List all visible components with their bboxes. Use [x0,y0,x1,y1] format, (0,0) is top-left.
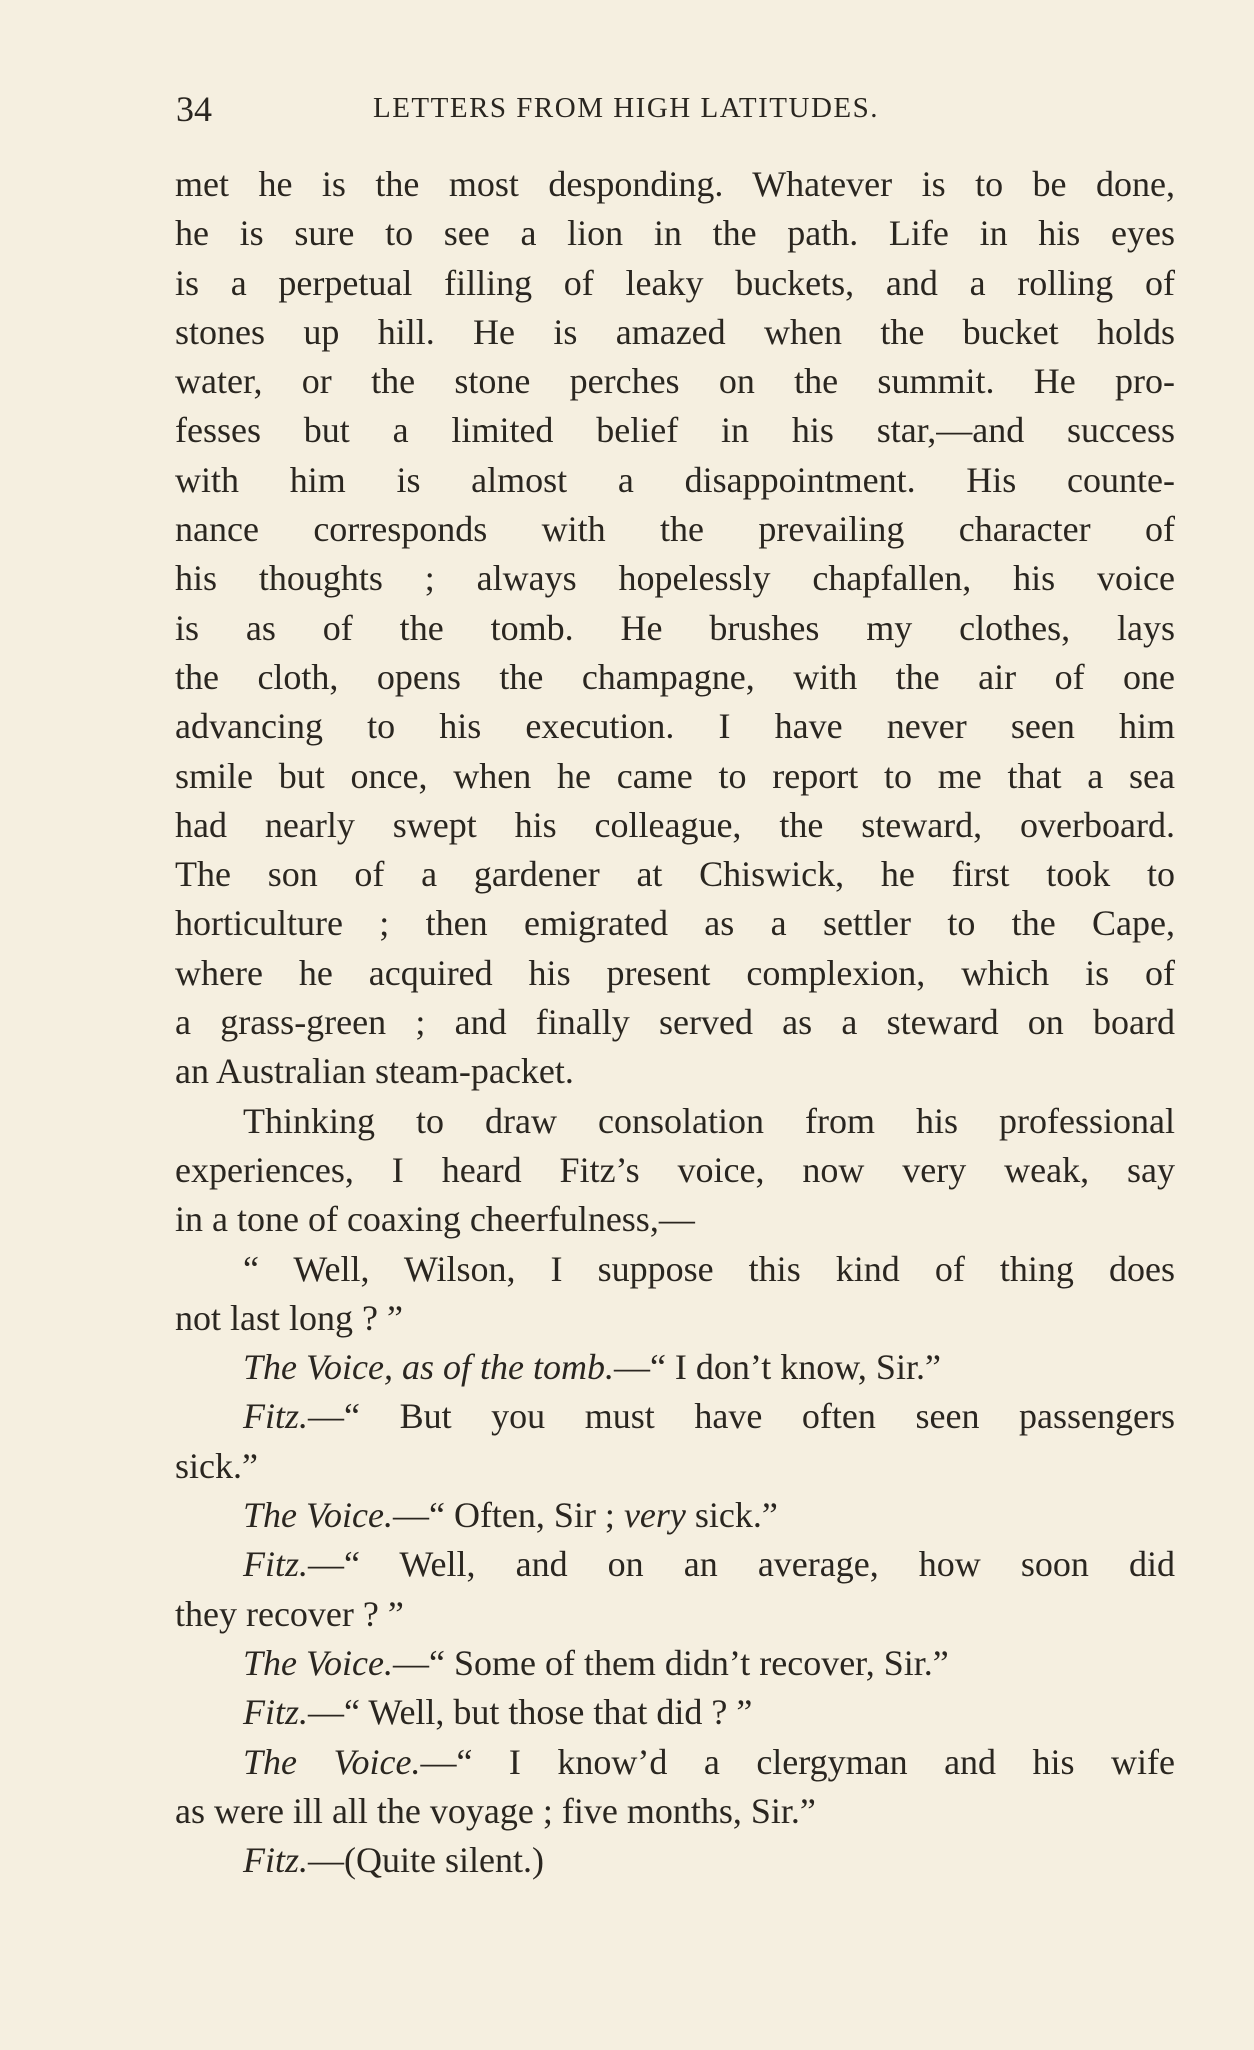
line-text: advancing to his execution. I have never seen him [175,706,1175,747]
text-line [175,1442,1175,1491]
text-line [175,949,1175,998]
text-line [175,1688,1175,1737]
speaker-label: The Voice, as of the tomb. [243,1347,614,1388]
line-text: The son of a gardener at Chiswick, he first took to [175,854,1175,895]
text-line [175,1392,1175,1441]
text-line [175,1097,1175,1146]
line-text: an Australian steam-packet. [175,1051,574,1092]
line-text: is a perpetual filling of leaky buckets, and a rolling of [175,262,1175,303]
text-line [175,653,1175,702]
line-text: sick.” [175,1445,258,1486]
line-text: —“ Well, and on an average, how soon did [308,1544,1175,1585]
text-line [175,752,1175,801]
line-text: —(Quite silent.) [308,1840,544,1881]
line-text: is as of the tomb. He brushes my clothes, lays [175,607,1175,648]
text-line [175,406,1175,455]
speaker-label: Fitz. [243,1840,309,1881]
line-text-after: sick.” [685,1495,778,1536]
text-line [175,1540,1175,1589]
line-text: the cloth, opens the champagne, with the air of one [175,656,1175,697]
text-line [175,1590,1175,1639]
line-text: where he acquired his present complexion, which is of [175,952,1175,993]
text-line [175,998,1175,1047]
line-text: stones up hill. He is amazed when the bucket holds [175,311,1175,352]
line-text: “ Well, Wilson, I suppose this kind of thing does [243,1248,1175,1289]
text-line [175,899,1175,948]
line-text: they recover ? ” [175,1593,404,1634]
line-text: —“ I don’t know, Sir.” [613,1347,941,1388]
line-text: —“ Well, but those that did ? ” [308,1692,753,1733]
text-line [175,554,1175,603]
running-title: LETTERS FROM HIGH LATITUDES. [373,92,879,124]
text-line [175,1491,1175,1540]
text-line [175,505,1175,554]
text-line [175,604,1175,653]
text-line [175,259,1175,308]
line-text: —“ But you must have often seen passengers [308,1396,1175,1437]
text-line [175,357,1175,406]
line-text: had nearly swept his colleague, the steward, overboard. [175,804,1175,845]
line-text: as were ill all the voyage ; five months, Sir.” [175,1790,816,1831]
line-text: with him is almost a disappointment. His counte- [175,459,1175,500]
text-line [175,1787,1175,1836]
line-text: his thoughts ; always hopelessly chapfallen, his voice [175,558,1175,599]
text-line [175,456,1175,505]
speaker-label: Fitz. [243,1692,309,1733]
page-header [176,88,1176,138]
text-line [175,160,1175,209]
line-text: horticulture ; then emigrated as a settler to the Cape, [175,903,1175,944]
line-text: met he is the most desponding. Whatever is to be done, [175,164,1175,204]
text-line [175,1047,1175,1096]
page-number: 34 [176,89,212,129]
text-line [175,1639,1175,1688]
line-text: a grass-green ; and finally served as a steward on board [175,1002,1175,1043]
emphasis-text: very [623,1495,686,1536]
line-text: nance corresponds with the prevailing character of [175,509,1175,550]
speaker-label: The Voice. [243,1642,393,1683]
line-text: water, or the stone perches on the summit. He pro- [175,361,1175,402]
speaker-label: The Voice. [243,1741,421,1782]
text-line [175,702,1175,751]
line-text: not last long ? ” [175,1297,403,1338]
line-text: experiences, I heard Fitz’s voice, now very weak, say [175,1149,1175,1190]
body-text [175,160,1175,1885]
speaker-label: Fitz. [243,1544,309,1585]
text-line [175,1738,1175,1787]
line-text: Thinking to draw consolation from his professional [243,1100,1175,1141]
speaker-label: The Voice. [243,1495,393,1536]
text-line [175,1836,1175,1885]
line-text: fesses but a limited belief in his star,—and success [175,410,1175,451]
text-line [175,1343,1175,1392]
line-text: in a tone of coaxing cheerfulness,— [175,1199,695,1240]
line-text: —“ Some of them didn’t recover, Sir.” [392,1642,949,1683]
text-line [175,209,1175,258]
text-line [175,1245,1175,1294]
line-text: he is sure to see a lion in the path. Life in his eyes [175,213,1175,254]
speaker-label: Fitz. [243,1396,309,1437]
text-line [175,801,1175,850]
text-line [175,850,1175,899]
line-text: —“ I know’d a clergyman and his wife [420,1741,1175,1782]
text-line [175,1146,1175,1195]
text-line [175,308,1175,357]
line-text: —“ Often, Sir ; [392,1495,624,1536]
line-text: smile but once, when he came to report to me that a sea [175,755,1175,796]
text-line [175,1294,1175,1343]
text-line [175,1195,1175,1244]
